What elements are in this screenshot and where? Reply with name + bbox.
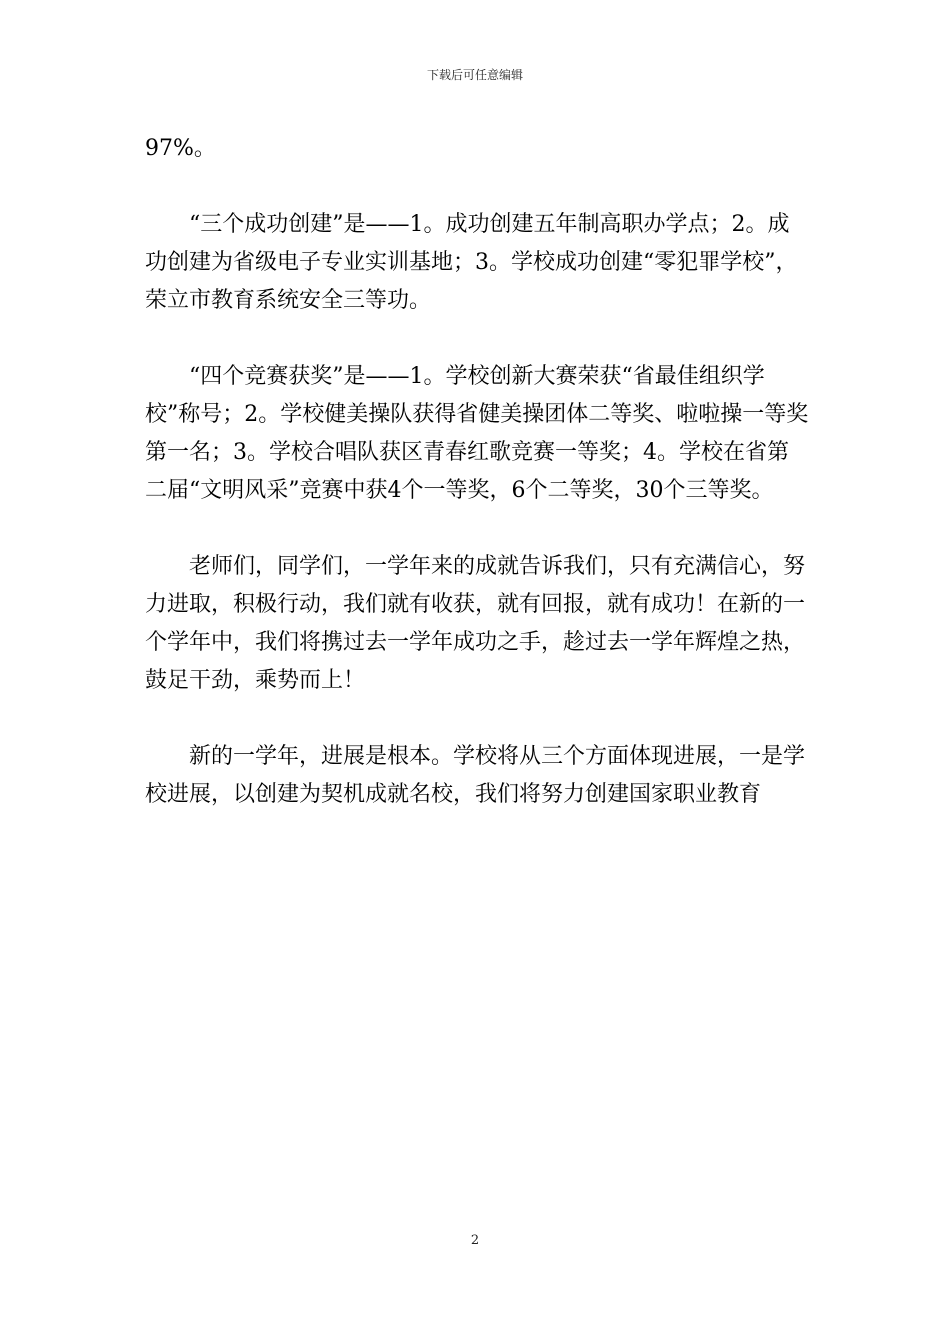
paragraph: 97%。 <box>145 136 216 161</box>
paragraph: 新的一学年，进展是根本。学校将从三个方面体现进展，一是学校进展，以创建为契机成就名校，我们将努力创建国家职业教育 <box>145 744 806 807</box>
paragraph: 老师们，同学们，一学年来的成就告诉我们，只有充满信心，努力进取，积极行动，我们就有收获，就有回报，就有成功！在新的一个学年中，我们将携过去一学年成功之手，趁过去一学年辉煌之热，鼓足干劲，乘势而上！ <box>145 554 806 693</box>
paragraph: “三个成功创建”是——1。成功创建五年制高职办学点；2。成功创建为省级电子专业实训基地；3。学校成功创建“零犯罪学校”，荣立市教育系统安全三等功。 <box>145 212 798 313</box>
page-header: 下载后可任意编辑 <box>426 68 523 82</box>
page-number: 2 <box>470 1233 480 1248</box>
document-body <box>145 130 810 814</box>
paragraph: “四个竞赛获奖”是——1。学校创新大赛荣获“省最佳组织学校”称号；2。学校健美操队获得省健美操团体二等奖、啦啦操一等奖第一名；3。学校合唱队获区青春红歌竞赛一等奖；4。学校在省第二届“文明风采”竞赛中获4个一等奖，6个二等奖，30个三等奖。 <box>145 364 809 503</box>
